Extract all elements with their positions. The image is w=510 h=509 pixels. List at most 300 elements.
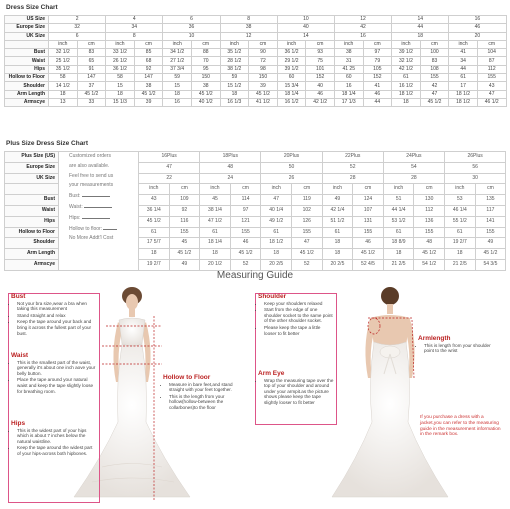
value-cell: 18 <box>261 249 292 260</box>
value-cell: 87 <box>477 57 506 65</box>
value-cell: 91 <box>77 65 106 73</box>
value-cell: 27 1/2 <box>163 57 192 65</box>
unit-cell: inch <box>106 40 135 48</box>
value-cell: 18 1/2 <box>449 98 478 106</box>
value-cell: 42 1/4 <box>322 205 353 216</box>
value-cell: 85 <box>134 49 163 57</box>
value-cell: 17 <box>449 82 478 90</box>
value-cell: 61 <box>261 227 292 238</box>
row-label: Waist <box>5 205 59 216</box>
value-cell: 70 <box>191 57 220 65</box>
value-cell: 39 1/2 <box>277 65 306 73</box>
unit-cell: inch <box>200 184 231 195</box>
value-cell: 15 3/4 <box>277 82 306 90</box>
unit-cell: cm <box>292 184 323 195</box>
unit-cell: inch <box>383 184 414 195</box>
note-line: your measurements <box>69 182 114 189</box>
row-label: UK Size <box>5 173 59 184</box>
value-cell: 48 <box>414 238 445 249</box>
unit-cell: cm <box>77 40 106 48</box>
measuring-guide-title: Measuring Guide <box>216 270 294 281</box>
value-cell: 97 <box>230 205 261 216</box>
value-cell: 45 <box>200 195 231 206</box>
note-hollow-label: Hollow to floor: <box>69 225 103 232</box>
value-cell: 147 <box>77 74 106 82</box>
value-cell: 18 1/4 <box>200 238 231 249</box>
back-dress-figure <box>318 282 458 504</box>
size-cell: 30 <box>445 173 506 184</box>
size-cell: 10 <box>163 32 220 40</box>
value-cell: 59 <box>163 74 192 82</box>
value-cell: 45 1/2 <box>475 249 506 260</box>
value-cell: 116 <box>169 216 200 227</box>
value-cell: 114 <box>230 195 261 206</box>
size-cell: 8 <box>220 16 277 24</box>
size-cell: 42 <box>334 24 391 32</box>
note-no-cost: No More Addt'l Cost <box>69 235 114 242</box>
value-cell: 47 <box>292 238 323 249</box>
plus-size-chart-title: Plus Size Dress Size Chart <box>6 140 89 147</box>
value-cell: 49 <box>475 238 506 249</box>
value-cell: 100 <box>420 49 449 57</box>
size-cell: 50 <box>261 162 322 173</box>
value-cell: 17 1/3 <box>334 98 363 106</box>
note-line: Customized orders <box>69 153 111 159</box>
size-cell: 12 <box>334 16 391 24</box>
unit-cell: inch <box>139 184 170 195</box>
armlength-section <box>418 336 500 355</box>
value-cell: 20 2/5 <box>322 259 353 270</box>
hollow-heading: Hollow to Floor <box>163 374 211 381</box>
size-cell: 48 <box>200 162 261 173</box>
size-cell: 6 <box>49 32 106 40</box>
size-cell: 46 <box>449 24 506 32</box>
size-row-eu <box>5 24 507 32</box>
value-cell: 105 <box>363 65 392 73</box>
bust-tip: • Stand straight and relax <box>17 313 97 319</box>
unit-cell: cm <box>306 40 335 48</box>
hips-tip: • Keep the tape around the widest part of your hips-across both hipbones. <box>17 445 97 456</box>
value-cell: 37 3/4 <box>163 65 192 73</box>
value-cell: 44 <box>449 65 478 73</box>
value-cell: 93 <box>306 49 335 57</box>
value-cell: 42 <box>420 82 449 90</box>
size-cell: 28 <box>322 173 383 184</box>
value-cell: 47 <box>261 195 292 206</box>
value-cell: 83 <box>420 57 449 65</box>
table-row <box>5 65 507 73</box>
armeye-heading: Arm Eye <box>258 370 285 377</box>
row-label: Arm Length <box>5 90 49 98</box>
value-cell: 16 1/3 <box>220 98 249 106</box>
size-cell: 56 <box>445 162 506 173</box>
value-cell: 21 2/5 <box>445 259 476 270</box>
value-cell: 45 1/2 <box>230 249 261 260</box>
value-cell: 18 <box>200 249 231 260</box>
shoulder-tip: • Start from the edge of one shoulder socket to the same point of the other shoulder socket. <box>264 307 334 324</box>
size-cell: 10 <box>277 16 334 24</box>
value-cell: 45 1/2 <box>420 98 449 106</box>
size-row-uk <box>5 32 507 40</box>
value-cell: 59 <box>220 74 249 82</box>
row-label: Shoulder <box>5 238 59 249</box>
value-cell: 55 1/2 <box>445 216 476 227</box>
value-cell: 25 1/2 <box>49 57 78 65</box>
value-cell: 155 <box>414 227 445 238</box>
value-cell: 32 1/2 <box>49 49 78 57</box>
row-label: Plus Size (US) <box>5 152 59 163</box>
jacket-remark-note: If you purchase a dress with a jacket,you can refer to the measuring guide in the measurement information in the remark box. <box>420 415 501 438</box>
row-label: Europe Size <box>5 162 59 173</box>
value-cell: 16 1/2 <box>392 82 421 90</box>
size-cell: 24Plus <box>383 152 444 163</box>
armlength-tip: • This is length from your shoulder point to the wrist <box>424 343 500 354</box>
table-row <box>5 98 507 106</box>
value-cell: 45 1/2 <box>191 90 220 98</box>
value-cell: 42 1/2 <box>392 65 421 73</box>
value-cell: 44 1/4 <box>383 205 414 216</box>
value-cell: 72 <box>249 57 278 65</box>
size-cell: 4 <box>106 16 163 24</box>
hips-tip: • This is the widest part of your hips which is about 7 inches below the natural waistline. <box>17 428 97 445</box>
unit-cell: cm <box>230 184 261 195</box>
value-cell: 124 <box>353 195 384 206</box>
value-cell: 42 1/2 <box>306 98 335 106</box>
value-cell: 40 1/2 <box>191 98 220 106</box>
hollow-tip: • Measure in bare feet,and stand straight with your feet together. <box>169 382 243 393</box>
size-cell: 20Plus <box>261 152 322 163</box>
value-cell: 46 <box>306 90 335 98</box>
row-label: Waist <box>5 57 49 65</box>
value-cell: 155 <box>292 227 323 238</box>
value-cell: 49 <box>322 195 353 206</box>
value-cell: 18 <box>163 90 192 98</box>
value-cell: 45 1/2 <box>249 90 278 98</box>
table-row <box>5 90 507 98</box>
value-cell: 38 <box>334 49 363 57</box>
row-label: Europe Size <box>5 24 49 32</box>
value-cell: 61 <box>139 227 170 238</box>
unit-cell: cm <box>249 40 278 48</box>
table-row <box>5 57 507 65</box>
value-cell: 46 <box>363 90 392 98</box>
value-cell: 26 1/2 <box>106 57 135 65</box>
value-cell: 130 <box>414 195 445 206</box>
value-cell: 92 <box>169 205 200 216</box>
value-cell: 68 <box>134 57 163 65</box>
value-cell: 37 <box>77 82 106 90</box>
value-cell: 147 <box>134 74 163 82</box>
value-cell: 46 <box>353 238 384 249</box>
value-cell: 18 <box>322 238 353 249</box>
value-cell: 15 <box>106 82 135 90</box>
value-cell: 119 <box>292 195 323 206</box>
value-cell: 41 <box>363 82 392 90</box>
value-cell: 43 <box>477 82 506 90</box>
value-cell: 61 <box>383 227 414 238</box>
value-cell: 52 4/5 <box>353 259 384 270</box>
size-cell: 14 <box>277 32 334 40</box>
value-cell: 14 1/2 <box>49 82 78 90</box>
value-cell: 16 <box>334 82 363 90</box>
value-cell: 45 1/2 <box>77 90 106 98</box>
units-row <box>5 40 507 48</box>
value-cell: 112 <box>414 205 445 216</box>
value-cell: 45 <box>169 238 200 249</box>
unit-cell: cm <box>420 40 449 48</box>
value-cell: 54 1/2 <box>414 259 445 270</box>
value-cell: 53 1/2 <box>383 216 414 227</box>
value-cell: 47 1/2 <box>200 216 231 227</box>
value-cell: 21 2/5 <box>383 259 414 270</box>
size-cell: 16Plus <box>139 152 200 163</box>
dress-size-chart-title: Dress Size Chart <box>6 4 58 11</box>
value-cell: 36 1/4 <box>139 205 170 216</box>
row-label: Hollow to Floor <box>5 74 49 82</box>
value-cell: 35 1/2 <box>220 49 249 57</box>
value-cell: 104 <box>477 49 506 57</box>
value-cell: 47 <box>420 90 449 98</box>
value-cell: 18 <box>49 90 78 98</box>
value-cell: 65 <box>77 57 106 65</box>
size-cell: 28 <box>383 173 444 184</box>
value-cell: 15 1/2 <box>220 82 249 90</box>
value-cell: 18 1/2 <box>261 238 292 249</box>
size-cell: 34 <box>106 24 163 32</box>
value-cell: 18 <box>383 249 414 260</box>
value-cell: 152 <box>363 74 392 82</box>
bust-tip: • Not your bra size,wear a bra when taking this measurement <box>17 301 97 312</box>
unit-cell: inch <box>334 40 363 48</box>
shoulder-tip: • Keep your shoulders relaxed <box>264 301 334 307</box>
waist-section <box>11 353 97 395</box>
value-cell: 150 <box>249 74 278 82</box>
size-cell: 14 <box>392 16 449 24</box>
unit-cell: inch <box>261 184 292 195</box>
value-cell: 18 <box>220 90 249 98</box>
shoulder-tip: • Please keep the tape a little looser to fit better <box>264 325 334 336</box>
value-cell: 35 1/2 <box>49 65 78 73</box>
value-cell: 13 <box>49 98 78 106</box>
value-cell: 61 <box>445 227 476 238</box>
unit-cell: inch <box>445 184 476 195</box>
value-cell: 155 <box>475 227 506 238</box>
value-cell: 60 <box>277 74 306 82</box>
value-cell: 18 1/4 <box>277 90 306 98</box>
value-cell: 101 <box>306 65 335 73</box>
value-cell: 33 <box>77 98 106 106</box>
value-cell: 31 <box>334 57 363 65</box>
row-label: Armscye <box>5 98 49 106</box>
value-cell: 60 <box>334 74 363 82</box>
size-cell: 18Plus <box>200 152 261 163</box>
value-cell: 53 <box>445 195 476 206</box>
value-cell: 40 <box>306 82 335 90</box>
size-cell: 26Plus <box>445 152 506 163</box>
value-cell: 75 <box>306 57 335 65</box>
value-cell: 16 <box>163 98 192 106</box>
value-cell: 97 <box>363 49 392 57</box>
bust-heading: Bust <box>11 293 26 300</box>
value-cell: 51 <box>383 195 414 206</box>
hips-section <box>11 421 97 458</box>
value-cell: 135 <box>475 195 506 206</box>
value-cell: 136 <box>414 216 445 227</box>
value-cell: 34 1/2 <box>163 49 192 57</box>
value-cell: 117 <box>475 205 506 216</box>
size-cell: 6 <box>163 16 220 24</box>
value-cell: 95 <box>191 65 220 73</box>
value-cell: 46 1/2 <box>477 98 506 106</box>
value-cell: 90 <box>249 49 278 57</box>
size-cell: 18 <box>392 32 449 40</box>
value-cell: 45 1/2 <box>139 216 170 227</box>
value-cell: 83 <box>77 49 106 57</box>
value-cell: 18 1/2 <box>449 90 478 98</box>
shoulder-heading: Shoulder <box>258 293 287 300</box>
value-cell: 18 8/9 <box>383 238 414 249</box>
size-cell: 12 <box>220 32 277 40</box>
note-bust-label: Bust: <box>69 193 81 200</box>
hollow-section <box>163 375 243 412</box>
bust-tip: • Keep the tape around your back and bring it across the fullest part of your bust. <box>17 319 97 336</box>
unit-cell: cm <box>134 40 163 48</box>
value-cell: 43 <box>139 195 170 206</box>
value-cell: 61 <box>200 227 231 238</box>
size-cell: 22 <box>139 173 200 184</box>
size-cell: 40 <box>277 24 334 32</box>
value-cell: 41 25 <box>334 65 363 73</box>
dress-size-table <box>4 15 507 107</box>
value-cell: 41 <box>449 49 478 57</box>
row-label: US Size <box>5 16 49 24</box>
value-cell: 121 <box>230 216 261 227</box>
unit-cell: inch <box>449 40 478 48</box>
value-cell: 33 1/2 <box>106 49 135 57</box>
value-cell: 155 <box>169 227 200 238</box>
value-cell: 39 1/2 <box>392 49 421 57</box>
hollow-tip: • This is the length from your hollow(hollow-between the collarbones)to the floor <box>169 394 243 411</box>
value-cell: 18 <box>139 249 170 260</box>
value-cell: 155 <box>353 227 384 238</box>
custom-order-note <box>69 152 131 244</box>
unit-cell: inch <box>163 40 192 48</box>
value-cell: 18 <box>392 98 421 106</box>
value-cell: 20 2/5 <box>261 259 292 270</box>
table-row <box>5 82 507 90</box>
value-cell: 155 <box>420 74 449 82</box>
hollow-blank <box>103 224 117 230</box>
row-label: Shoulder <box>5 82 49 90</box>
unit-cell: inch <box>392 40 421 48</box>
waist-blank <box>84 202 112 208</box>
size-cell: 22Plus <box>322 152 383 163</box>
armeye-section <box>258 371 334 407</box>
value-cell: 98 <box>249 65 278 73</box>
row-label: Bust <box>5 195 59 206</box>
armeye-tip: • Wrap the measuring tape over the top of your shoulder and around under your armpit.as the picture shows please keep the tape slightly looser to fit better <box>264 378 334 406</box>
row-label <box>5 40 49 48</box>
value-cell: 112 <box>477 65 506 73</box>
hips-blank <box>82 213 110 219</box>
value-cell: 46 <box>230 238 261 249</box>
value-cell: 18 <box>106 90 135 98</box>
unit-cell: cm <box>363 40 392 48</box>
row-label <box>5 184 59 195</box>
waist-tip: • This is the smallest part of the waist, generally it's about one inch aove your belly button. <box>17 360 97 377</box>
value-cell: 88 <box>191 49 220 57</box>
value-cell: 19 2/7 <box>445 238 476 249</box>
value-cell: 108 <box>420 65 449 73</box>
value-cell: 52 <box>292 259 323 270</box>
row-label: Armscye <box>5 259 59 270</box>
hips-heading: Hips <box>11 420 26 427</box>
value-cell: 51 1/2 <box>322 216 353 227</box>
value-cell: 19 2/7 <box>139 259 170 270</box>
row-label: Hips <box>5 65 49 73</box>
value-cell: 45 1/2 <box>134 90 163 98</box>
value-cell: 36 1/2 <box>106 65 135 73</box>
value-cell: 18 1/2 <box>392 90 421 98</box>
value-cell: 18 <box>322 249 353 260</box>
value-cell: 40 1/4 <box>261 205 292 216</box>
value-cell: 126 <box>292 216 323 227</box>
size-cell: 24 <box>200 173 261 184</box>
size-cell: 36 <box>163 24 220 32</box>
value-cell: 18 1/4 <box>334 90 363 98</box>
note-waist-label: Waist: <box>69 203 83 210</box>
value-cell: 38 <box>134 82 163 90</box>
value-cell: 155 <box>230 227 261 238</box>
value-cell: 54 3/5 <box>475 259 506 270</box>
size-row-us <box>5 16 507 24</box>
unit-cell: cm <box>414 184 445 195</box>
unit-cell: cm <box>169 184 200 195</box>
shoulder-section <box>258 294 334 337</box>
waist-tip: • Place the tape around your natural waist and keep the tape slightly loose for breathing room. <box>17 377 97 394</box>
row-label: Arm Length <box>5 249 59 260</box>
value-cell: 58 <box>106 74 135 82</box>
note-hips-label: Hips: <box>69 214 81 221</box>
value-cell: 79 <box>363 57 392 65</box>
value-cell: 36 1/2 <box>277 49 306 57</box>
size-cell: 47 <box>139 162 200 173</box>
size-cell: 16 <box>449 16 506 24</box>
value-cell: 41 1/2 <box>249 98 278 106</box>
row-label: Bust <box>5 49 49 57</box>
value-cell: 15 <box>163 82 192 90</box>
unit-cell: cm <box>191 40 220 48</box>
table-row <box>5 74 507 82</box>
waist-heading: Waist <box>11 352 29 359</box>
bust-blank <box>82 191 110 197</box>
unit-cell: inch <box>49 40 78 48</box>
unit-cell: cm <box>353 184 384 195</box>
size-cell: 44 <box>392 24 449 32</box>
value-cell: 107 <box>353 205 384 216</box>
row-label: UK Size <box>5 32 49 40</box>
value-cell: 38 <box>191 82 220 90</box>
value-cell: 49 <box>169 259 200 270</box>
value-cell: 39 <box>249 82 278 90</box>
row-label: Hips <box>5 216 59 227</box>
bust-section <box>11 294 97 337</box>
value-cell: 58 <box>49 74 78 82</box>
size-cell: 32 <box>49 24 106 32</box>
size-cell: 38 <box>220 24 277 32</box>
value-cell: 45 1/2 <box>353 249 384 260</box>
value-cell: 17 5/7 <box>139 238 170 249</box>
